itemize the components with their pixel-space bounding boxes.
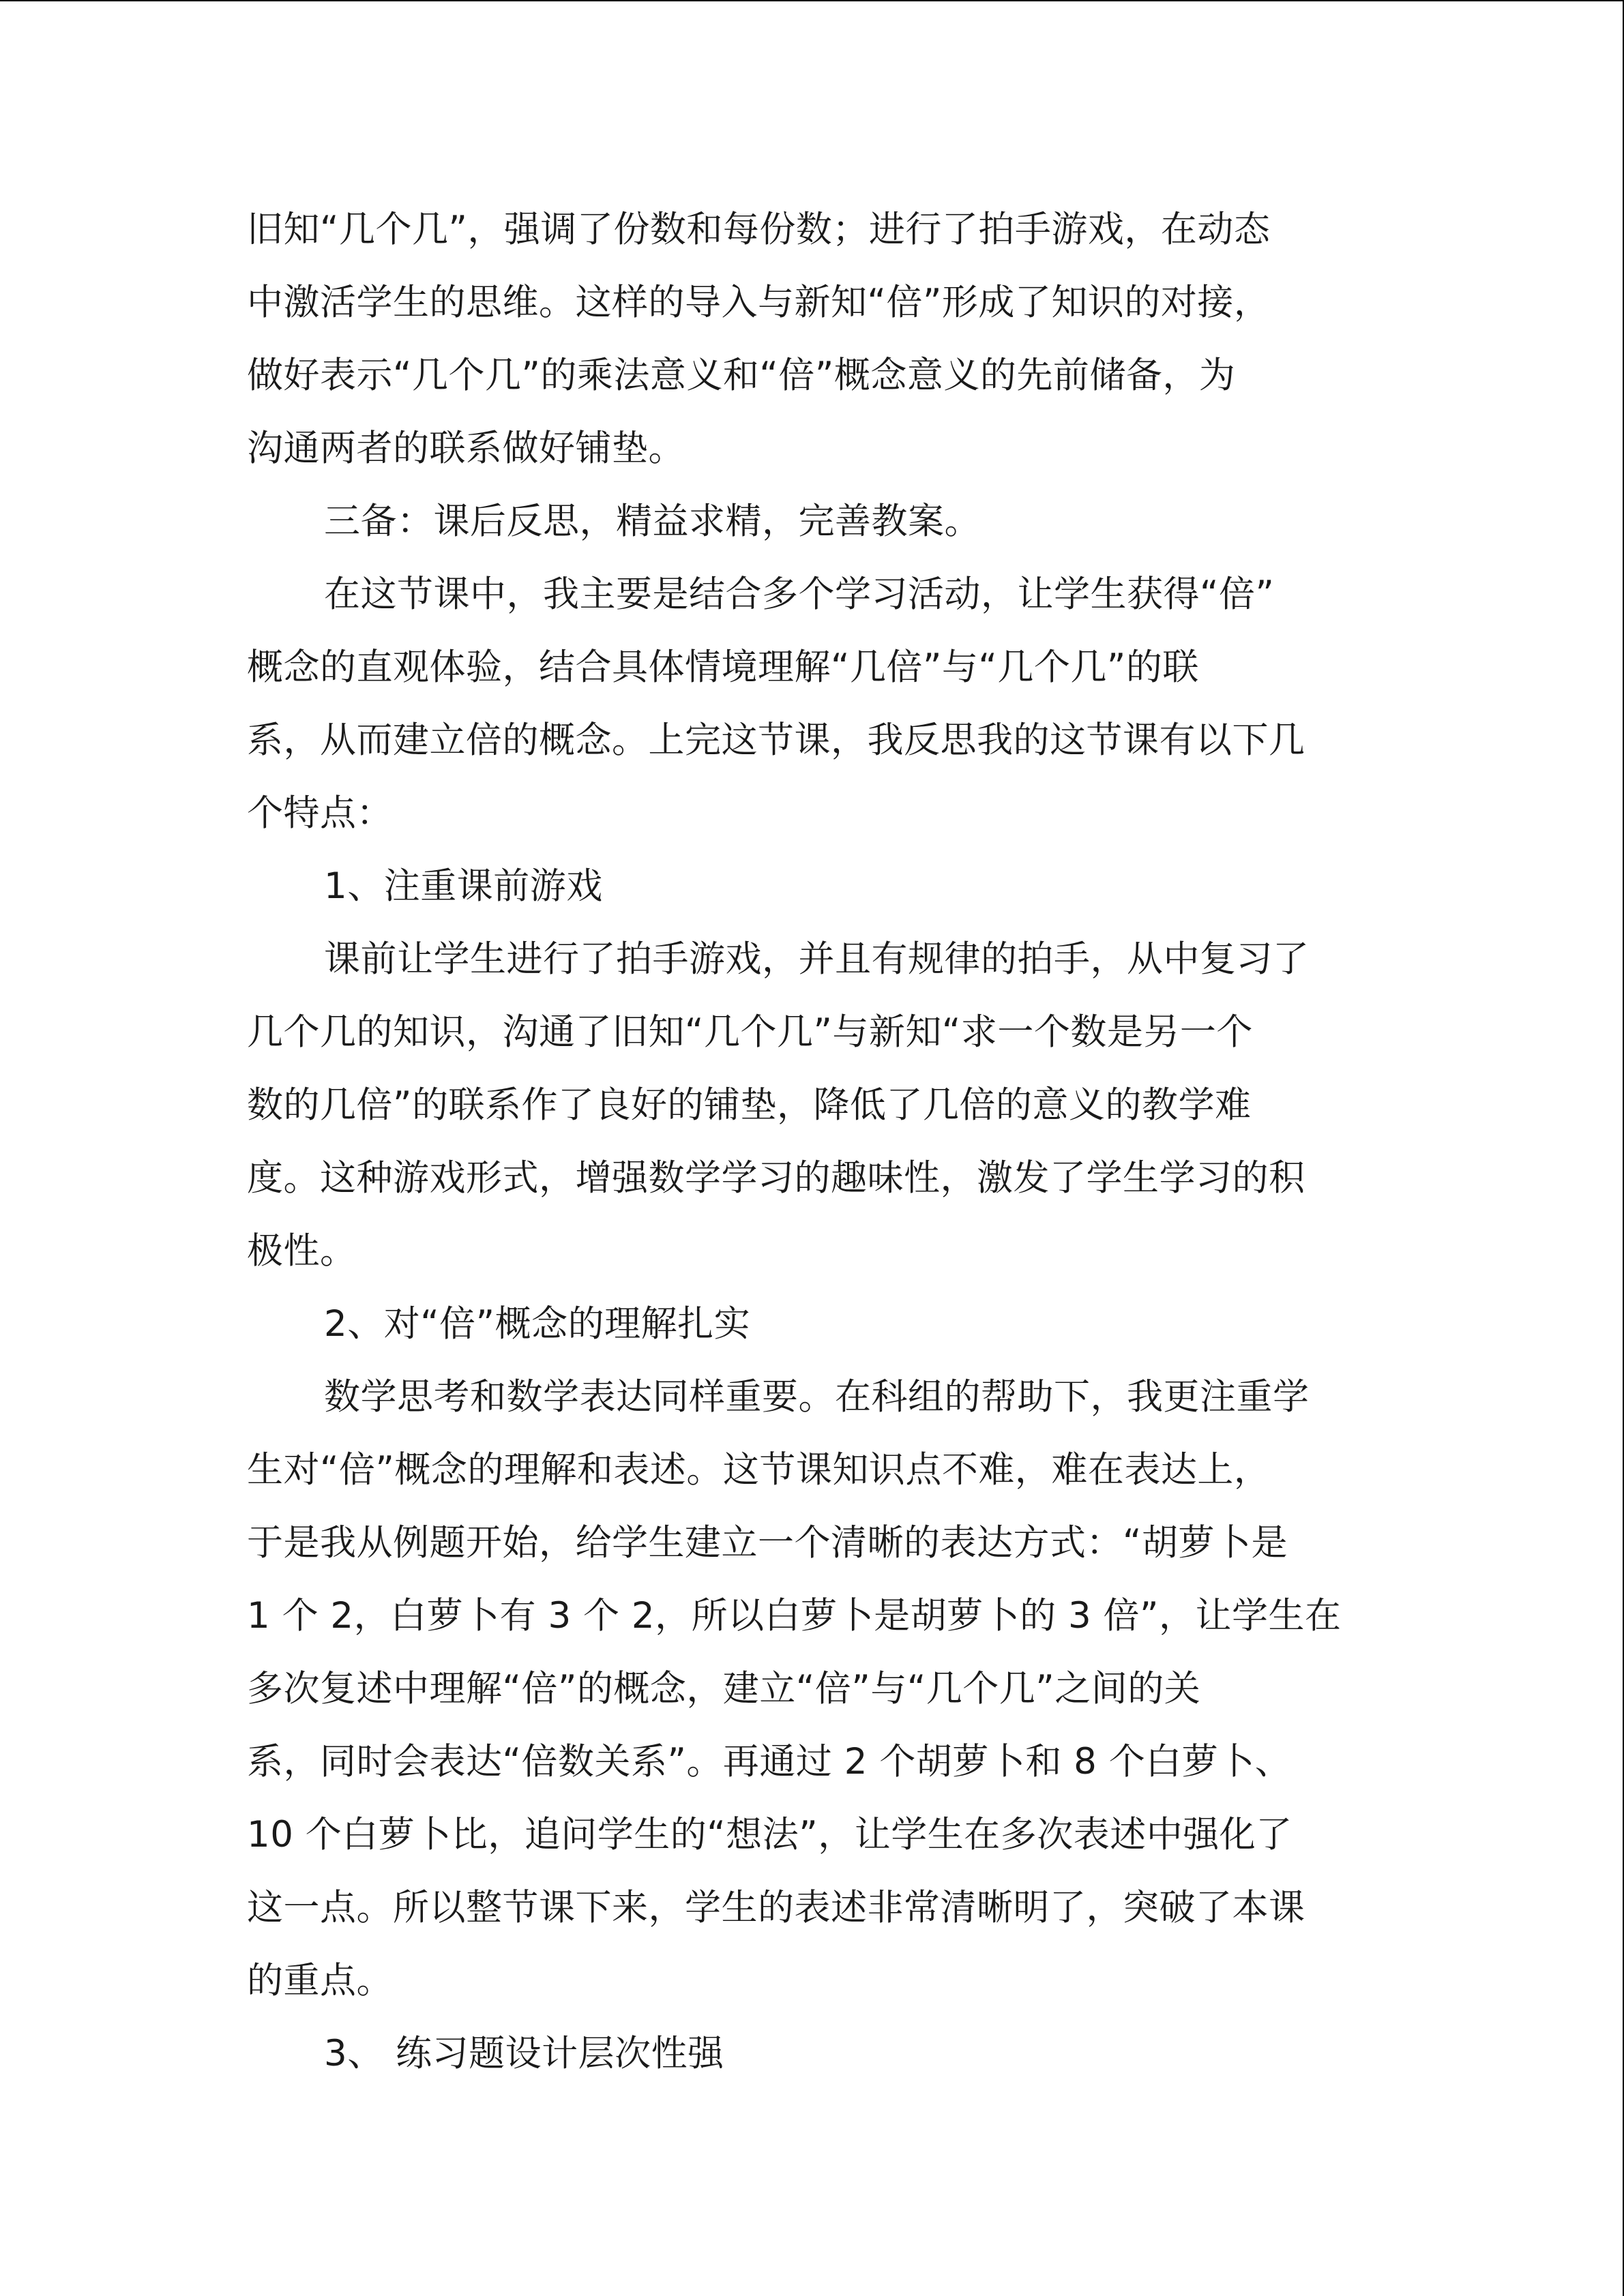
text-line: 1 个 2，白萝卜有 3 个 2，所以白萝卜是胡萝卜的 3 倍”，让学生在 — [247, 1595, 1342, 1637]
text-line: 这一点。所以整节课下来，学生的表述非常清晰明了，突破了本课 — [247, 1887, 1305, 1928]
text-line: 度。这种游戏形式，增强数学学习的趣味性，激发了学生学习的积 — [247, 1157, 1305, 1199]
text-line: 系，同时会表达“倍数关系”。再通过 2 个胡萝卜和 8 个白萝卜、 — [247, 1741, 1292, 1783]
section-heading: 三备：课后反思，精益求精，完善教案。 — [324, 501, 981, 542]
text-line: 做好表示“几个几”的乘法意义和“倍”概念意义的先前储备，为 — [247, 355, 1236, 396]
text-line: 数学思考和数学表达同样重要。在科组的帮助下，我更注重学 — [324, 1376, 1310, 1418]
text-line: 多次复述中理解“倍”的概念，建立“倍”与“几个几”之间的关 — [247, 1668, 1201, 1710]
text-line: 10 个白萝卜比，追问学生的“想法”，让学生在多次表述中强化了 — [247, 1814, 1293, 1855]
point-heading: 2、对“倍”概念的理解扎实 — [324, 1303, 751, 1345]
text-line: 极性。 — [247, 1230, 357, 1272]
text-line: 在这节课中，我主要是结合多个学习活动，让学生获得“倍” — [324, 573, 1275, 615]
point-heading: 1、注重课前游戏 — [324, 865, 603, 907]
text-line: 沟通两者的联系做好铺垫。 — [247, 428, 685, 469]
text-line: 系，从而建立倍的概念。上完这节课，我反思我的这节课有以下几 — [247, 719, 1305, 761]
text-line: 中激活学生的思维。这样的导入与新知“倍”形成了知识的对接， — [247, 282, 1271, 323]
text-line: 概念的直观体验，结合具体情境理解“几倍”与“几个几”的联 — [247, 646, 1199, 688]
text-line: 的重点。 — [247, 1960, 393, 2001]
text-line: 数的几倍”的联系作了良好的铺垫，降低了几倍的意义的教学难 — [247, 1084, 1252, 1126]
point-heading: 3、 练习题设计层次性强 — [324, 2033, 724, 2074]
text-line: 生对“倍”概念的理解和表述。这节课知识点不难，难在表达上， — [247, 1449, 1271, 1491]
text-line: 旧知“几个几”，强调了份数和每份数；进行了拍手游戏，在动态 — [247, 209, 1271, 250]
text-line: 几个几的知识，沟通了旧知“几个几”与新知“求一个数是另一个 — [247, 1011, 1253, 1053]
text-line: 课前让学生进行了拍手游戏，并且有规律的拍手，从中复习了 — [324, 938, 1310, 980]
text-line: 于是我从例题开始，给学生建立一个清晰的表达方式：“胡萝卜是 — [247, 1522, 1288, 1564]
text-line: 个特点： — [247, 792, 393, 834]
